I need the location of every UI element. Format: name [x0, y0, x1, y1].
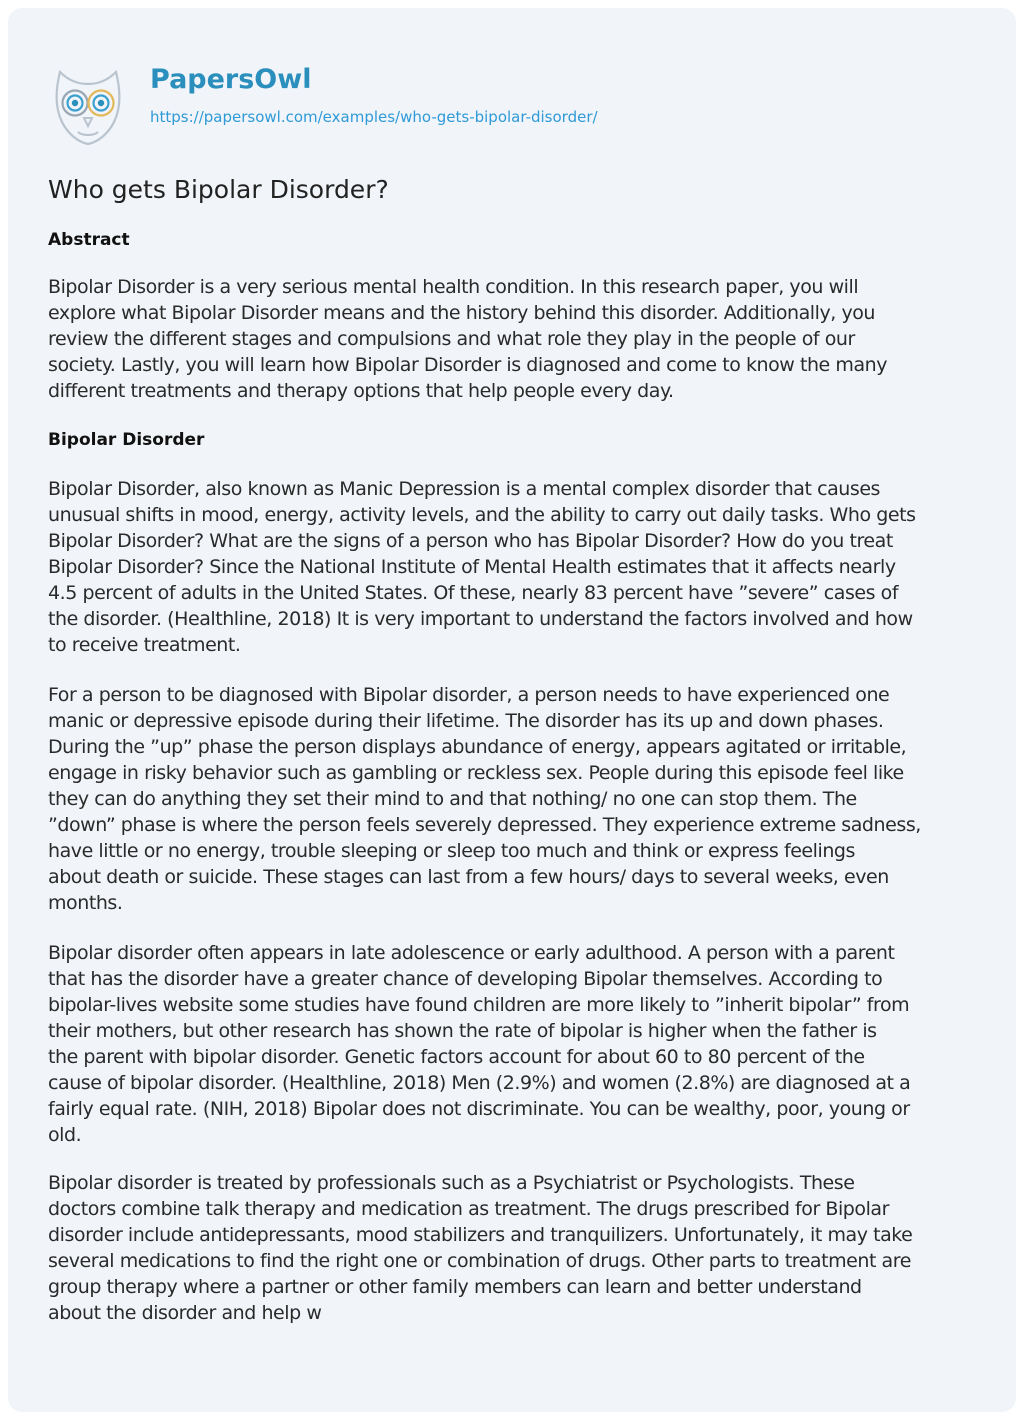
- text-line: engage in risky behavior such as gambling or reckless sex. People during this episode feel like: [48, 762, 904, 784]
- text-line: 4.5 percent of adults in the United States. Of these, nearly 83 percent have ”severe” cases of: [48, 582, 899, 604]
- text-line: the parent with bipolar disorder. Genetic factors account for about 60 to 80 percent of the: [48, 1046, 865, 1068]
- text-line: they can do anything they set their mind to and that nothing/ no one can stop them. The: [48, 788, 857, 810]
- text-line: doctors combine talk therapy and medication as treatment. The drugs prescribed for Bipolar: [48, 1198, 889, 1220]
- text-line: disorder include antidepressants, mood stabilizers and tranquilizers. Unfortunately, it may take: [48, 1224, 913, 1246]
- text-line: the disorder. (Healthline, 2018) It is very important to understand the factors involved and how: [48, 608, 913, 630]
- text-line: review the different stages and compulsions and what role they play in the people of our: [48, 328, 855, 350]
- text-line: Bipolar disorder often appears in late adolescence or early adulthood. A person with a parent: [48, 942, 895, 964]
- text-line: During the ”up” phase the person displays abundance of energy, appears agitated or irritable,: [48, 736, 907, 758]
- section-heading-bipolar-disorder: Bipolar Disorder: [48, 430, 205, 450]
- body-paragraph: [48, 940, 988, 1148]
- text-line: Bipolar Disorder? What are the signs of a person who has Bipolar Disorder? How do you treat: [48, 530, 893, 552]
- text-line: old.: [48, 1124, 82, 1146]
- text-line: about the disorder and help w: [48, 1302, 322, 1324]
- text-line: bipolar-lives website some studies have found children are more likely to ”inherit bipolar” from: [48, 994, 910, 1016]
- text-line: Bipolar Disorder, also known as Manic Depression is a mental complex disorder that causes: [48, 478, 881, 500]
- text-line: explore what Bipolar Disorder means and the history behind this disorder. Additionally, you: [48, 302, 876, 324]
- section-heading-abstract: Abstract: [48, 230, 130, 250]
- document-title: Who gets Bipolar Disorder?: [48, 175, 389, 204]
- text-line: society. Lastly, you will learn how Bipolar Disorder is diagnosed and come to know the many: [48, 354, 888, 376]
- text-line: fairly equal rate. (NIH, 2018) Bipolar does not discriminate. You can be wealthy, poor, young or: [48, 1098, 910, 1120]
- text-line: several medications to find the right one or combination of drugs. Other parts to treatment are: [48, 1250, 911, 1272]
- text-line: group therapy where a partner or other family members can learn and better understand: [48, 1276, 862, 1298]
- text-line: Bipolar Disorder is a very serious mental health condition. In this research paper, you will: [48, 276, 859, 298]
- text-line: have little or no energy, trouble sleeping or sleep too much and think or express feelings: [48, 840, 855, 862]
- abstract-paragraph: [48, 274, 988, 404]
- text-line: months.: [48, 892, 123, 914]
- body-paragraph: [48, 476, 988, 658]
- source-url-link[interactable]: https://papersowl.com/examples/who-gets-bipolar-disorder/: [150, 108, 598, 126]
- owl-logo-icon: [48, 66, 128, 146]
- text-line: different treatments and therapy options that help people every day.: [48, 380, 674, 402]
- text-line: Bipolar disorder is treated by professionals such as a Psychiatrist or Psychologists. These: [48, 1172, 855, 1194]
- text-line: that has the disorder have a greater chance of developing Bipolar themselves. According to: [48, 968, 883, 990]
- text-line: ”down” phase is where the person feels severely depressed. They experience extreme sadness,: [48, 814, 921, 836]
- text-line: Bipolar Disorder? Since the National Institute of Mental Health estimates that it affects nearly: [48, 556, 896, 578]
- text-line: to receive treatment.: [48, 634, 241, 656]
- text-line: manic or depressive episode during their lifetime. The disorder has its up and down phases.: [48, 710, 884, 732]
- body-paragraph: [48, 682, 988, 916]
- text-line: about death or suicide. These stages can last from a few hours/ days to several weeks, even: [48, 866, 889, 888]
- text-line: their mothers, but other research has shown the rate of bipolar is higher when the father is: [48, 1020, 877, 1042]
- text-line: For a person to be diagnosed with Bipolar disorder, a person needs to have experienced one: [48, 684, 890, 706]
- brand-name[interactable]: PapersOwl: [150, 64, 312, 95]
- text-line: unusual shifts in mood, energy, activity levels, and the ability to carry out daily tasks. Who gets: [48, 504, 916, 526]
- text-line: cause of bipolar disorder. (Healthline, 2018) Men (2.9%) and women (2.8%) are diagnosed at a: [48, 1072, 911, 1094]
- body-paragraph: [48, 1170, 988, 1326]
